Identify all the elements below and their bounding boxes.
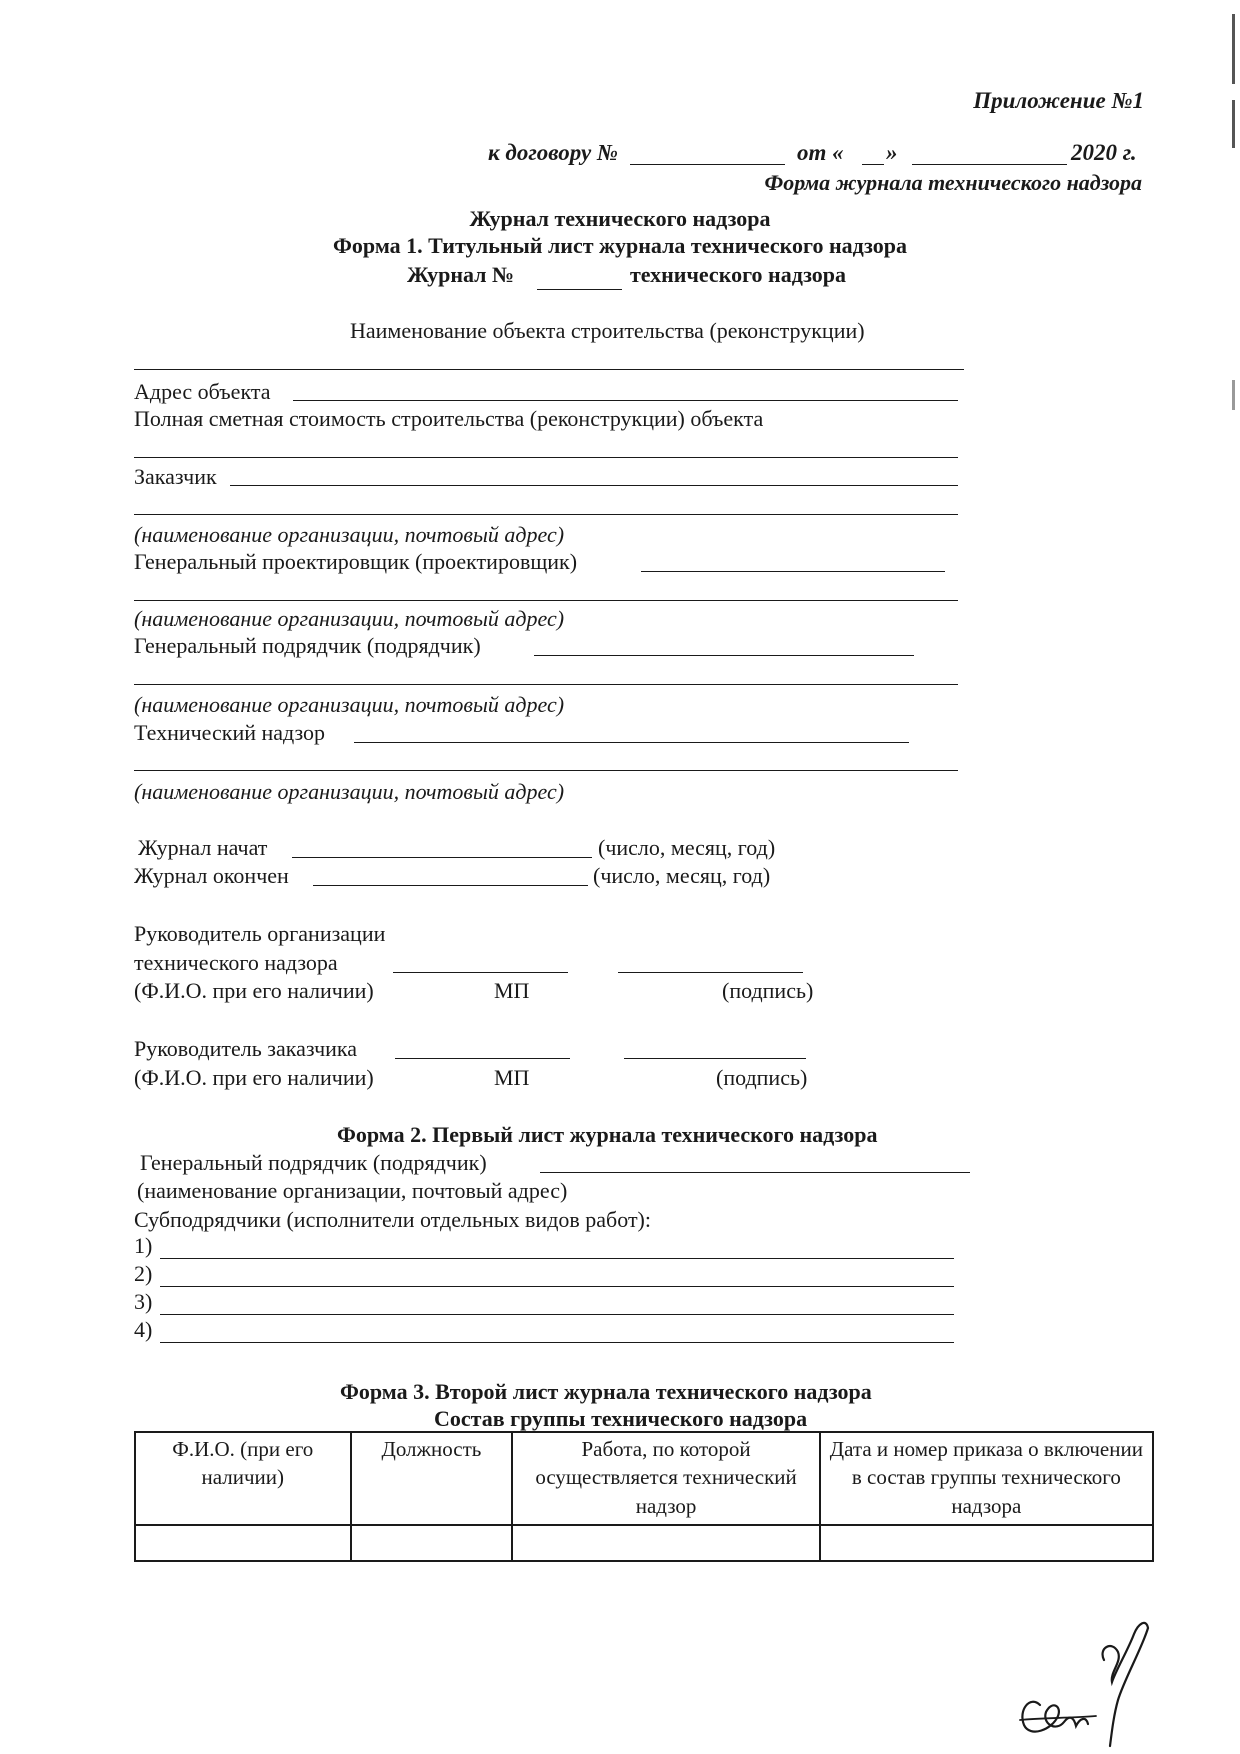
customer-label: Заказчик	[134, 464, 217, 489]
journal-started-hint: (число, месяц, год)	[598, 835, 776, 860]
journal-started-line	[292, 857, 592, 858]
address-line	[293, 400, 958, 401]
address-label: Адрес объекта	[134, 379, 271, 404]
form1-title-number-prefix: Журнал №	[407, 262, 515, 287]
designer-label: Генеральный проектировщик (проектировщик)	[134, 549, 578, 574]
customer-line-2	[134, 514, 958, 515]
form1-title-number-suffix: технического надзора	[630, 262, 847, 287]
object-name-label: Наименование объекта строительства (реконструкции)	[350, 318, 865, 343]
journal-finished-label: Журнал окончен	[134, 863, 289, 888]
staff-table	[134, 1431, 1154, 1562]
tech-supervision-line-2	[134, 770, 958, 771]
form2-org-hint: (наименование организации, почтовый адрес)	[137, 1178, 568, 1203]
subcontractor-item-4-line	[160, 1342, 954, 1343]
table-cell	[512, 1525, 819, 1561]
form3-title: Форма 3. Второй лист журнала технического надзора	[340, 1379, 872, 1404]
tech-supervision-label: Технический надзор	[134, 720, 326, 745]
customer-org-hint: (наименование организации, почтовый адрес)	[134, 522, 565, 547]
journal-finished-hint: (число, месяц, год)	[593, 863, 771, 888]
contract-number-line	[630, 164, 785, 165]
contract-prefix: к договору №	[488, 140, 618, 165]
head-org-label-1: Руководитель организации	[134, 921, 386, 946]
head-customer-label: Руководитель заказчика	[134, 1036, 358, 1061]
form2-title: Форма 2. Первый лист журнала технического надзора	[337, 1122, 878, 1147]
cost-line	[134, 457, 958, 458]
table-cell	[820, 1525, 1153, 1561]
form1-title-journal: Журнал технического надзора	[469, 206, 771, 231]
object-name-line	[134, 369, 964, 370]
subcontractor-item-4-label: 4)	[134, 1317, 153, 1342]
subcontractor-item-1-label: 1)	[134, 1233, 153, 1258]
head-org-label-2: технического надзора	[134, 950, 338, 975]
subcontractor-item-2-label: 2)	[134, 1261, 153, 1286]
contract-month-line	[912, 164, 1067, 165]
designer-line-2	[134, 600, 958, 601]
head-customer-signature-hint: (подпись)	[716, 1065, 808, 1090]
head-customer-signature-line	[624, 1058, 806, 1059]
form3-subtitle: Состав группы технического надзора	[434, 1406, 808, 1431]
table-row	[135, 1525, 1153, 1561]
customer-line	[230, 485, 958, 486]
form-caption: Форма журнала технического надзора	[764, 170, 1142, 195]
subcontractors-label: Субподрядчики (исполнители отдельных видов работ):	[134, 1207, 651, 1232]
contractor-label: Генеральный подрядчик (подрядчик)	[134, 633, 481, 658]
contractor-line	[534, 655, 914, 656]
designer-org-hint: (наименование организации, почтовый адрес)	[134, 606, 565, 631]
tech-supervision-org-hint: (наименование организации, почтовый адрес)	[134, 779, 565, 804]
staff-table-header-row	[135, 1432, 1153, 1525]
table-cell	[351, 1525, 513, 1561]
cost-label: Полная сметная стоимость строительства (реконструкции) объекта	[134, 406, 764, 431]
column-work: Работа, по которой осуществляется технический надзор	[512, 1432, 819, 1525]
head-org-fio-line	[393, 972, 568, 973]
scan-edge-mark	[1232, 14, 1235, 84]
head-customer-fio-line	[395, 1058, 570, 1059]
head-org-stamp: МП	[494, 978, 530, 1003]
scan-edge-mark	[1232, 100, 1235, 148]
contractor-org-hint: (наименование организации, почтовый адрес)	[134, 692, 565, 717]
subcontractor-item-2-line	[160, 1286, 954, 1287]
journal-finished-line	[313, 885, 588, 886]
designer-line	[641, 571, 945, 572]
head-org-fio-hint: (Ф.И.О. при его наличии)	[134, 978, 374, 1003]
contractor-line-2	[134, 684, 958, 685]
subcontractor-item-3-label: 3)	[134, 1289, 153, 1314]
form2-contractor-label: Генеральный подрядчик (подрядчик)	[140, 1150, 487, 1175]
column-order: Дата и номер приказа о включении в состав группы технического надзора	[820, 1432, 1153, 1525]
form2-contractor-line	[540, 1172, 970, 1173]
head-org-signature-line	[618, 972, 803, 973]
handwritten-signature	[1000, 1600, 1180, 1750]
scan-edge-mark	[1232, 380, 1235, 410]
column-position: Должность	[351, 1432, 513, 1525]
contract-quote-close: »	[886, 140, 898, 165]
journal-started-label: Журнал начат	[138, 835, 268, 860]
form1-title-form: Форма 1. Титульный лист журнала технического надзора	[333, 233, 907, 258]
tech-supervision-line	[354, 742, 909, 743]
journal-number-line	[537, 289, 622, 290]
contract-year: 2020 г.	[1071, 140, 1137, 165]
appendix-label: Приложение №1	[973, 88, 1144, 113]
head-customer-stamp: МП	[494, 1065, 530, 1090]
head-customer-fio-hint: (Ф.И.О. при его наличии)	[134, 1065, 374, 1090]
table-cell	[135, 1525, 351, 1561]
contract-from: от «	[797, 140, 844, 165]
column-fio: Ф.И.О. (при его наличии)	[135, 1432, 351, 1525]
subcontractor-item-1-line	[160, 1258, 954, 1259]
subcontractor-item-3-line	[160, 1314, 954, 1315]
contract-day-line	[862, 164, 884, 165]
head-org-signature-hint: (подпись)	[722, 978, 814, 1003]
